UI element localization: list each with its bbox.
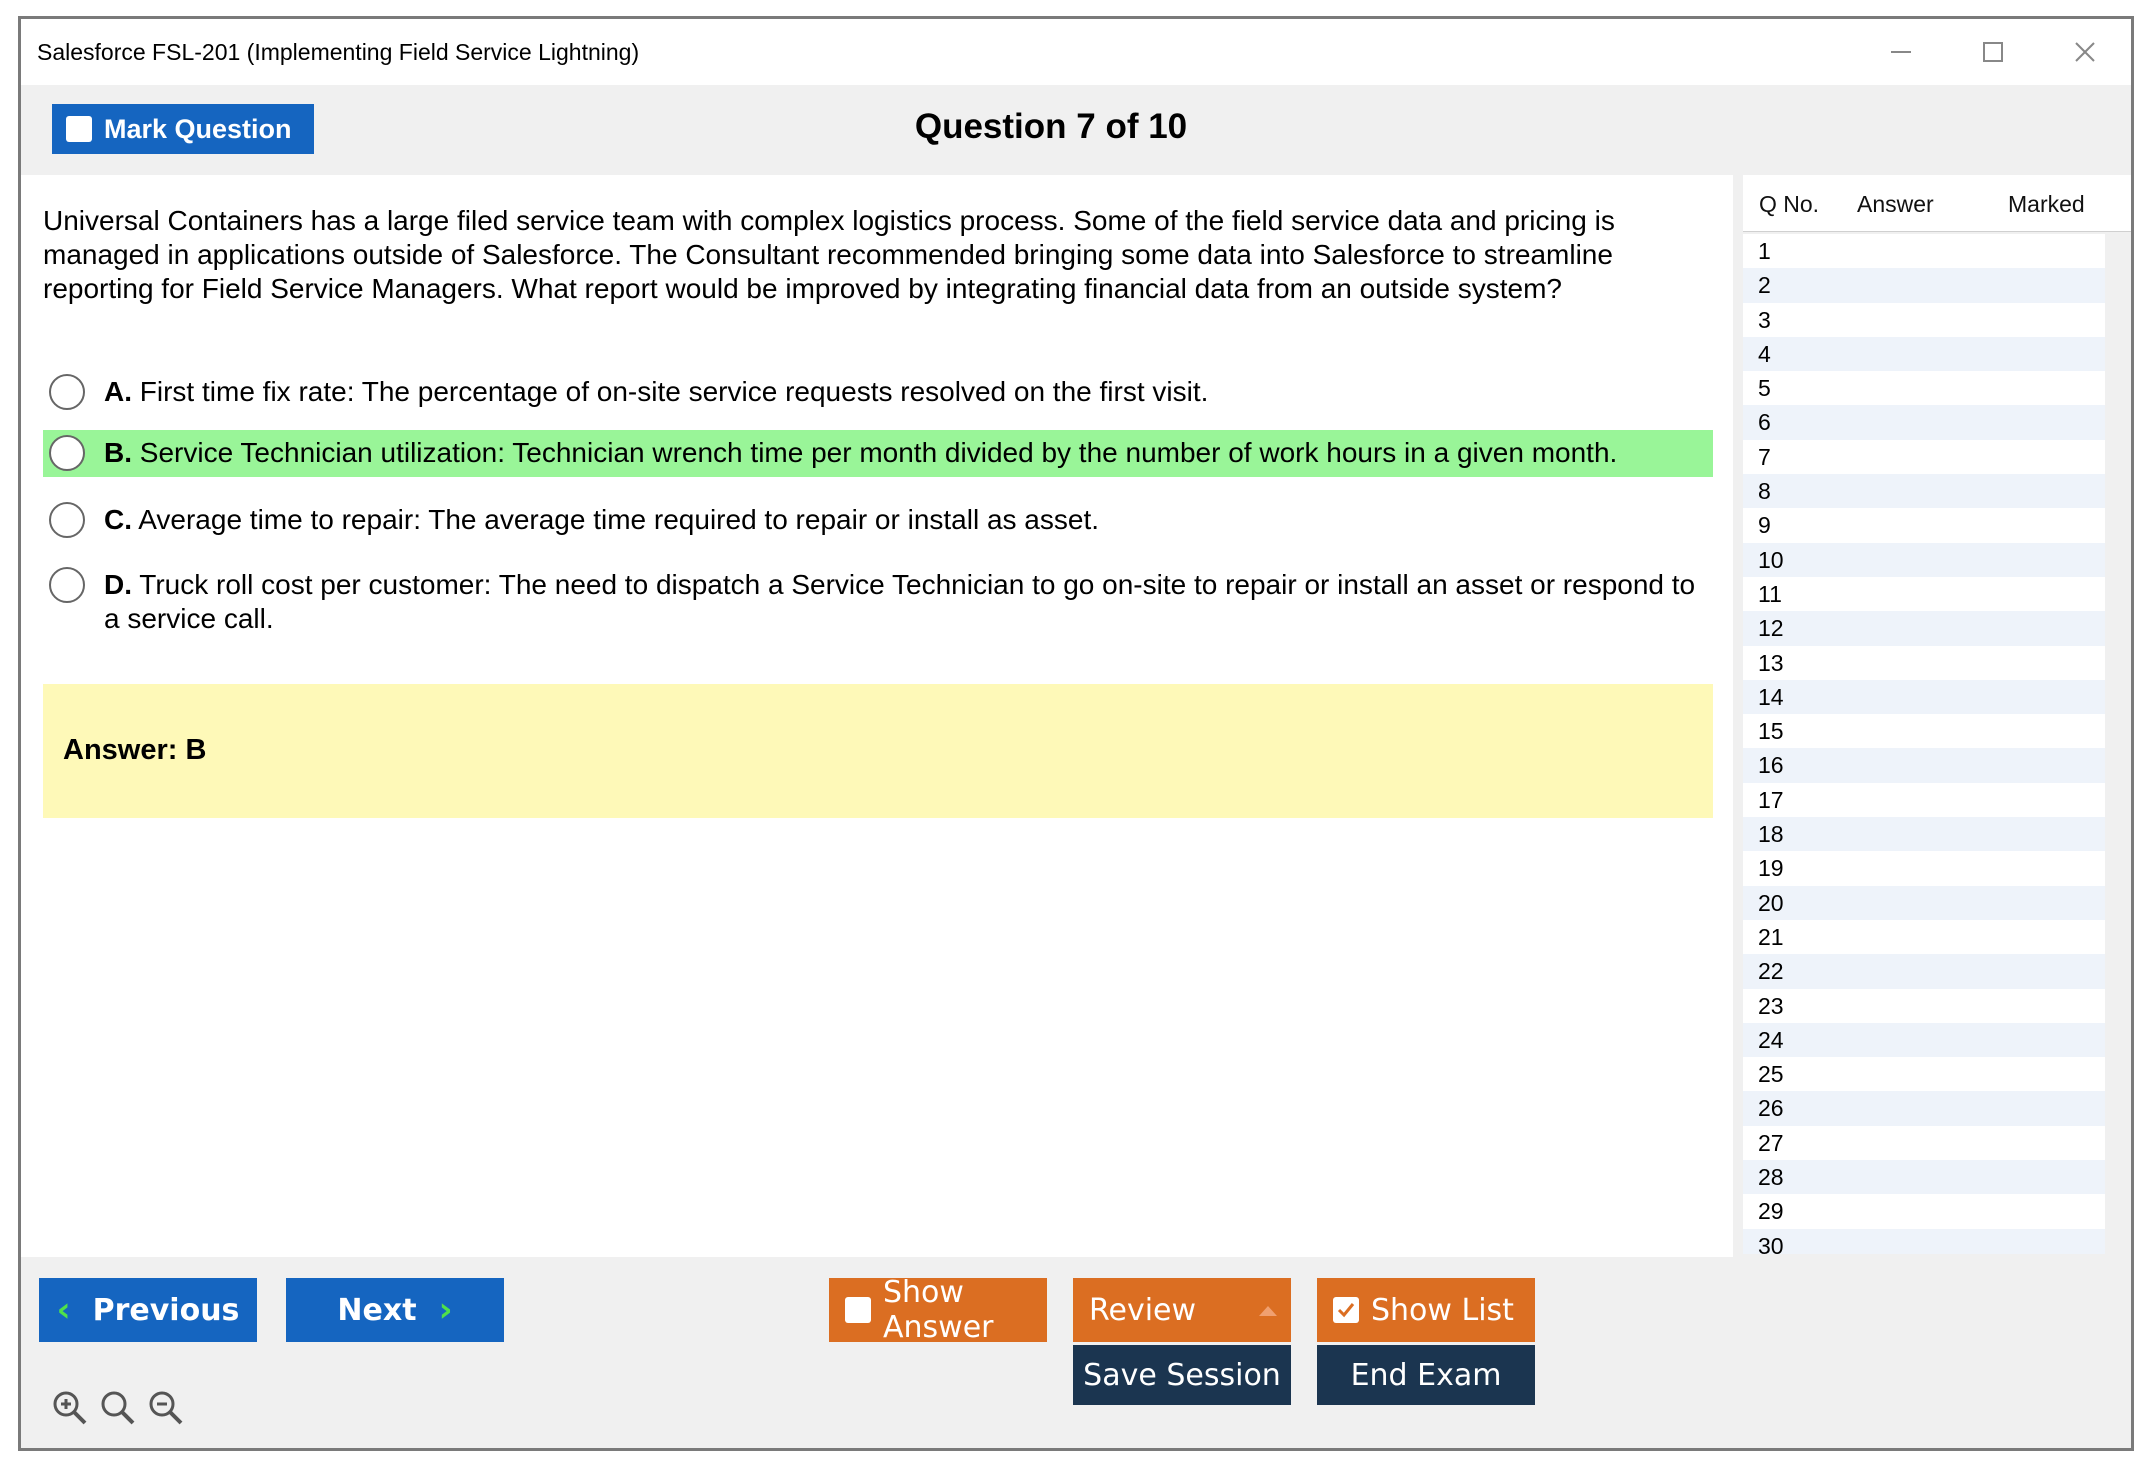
question-list-row[interactable] <box>1743 1126 2105 1160</box>
question-list-row[interactable] <box>1743 1091 2105 1125</box>
show-list-button[interactable] <box>1317 1278 1535 1342</box>
option-c-letter: C. <box>104 504 132 535</box>
option-a-letter: A. <box>104 376 132 407</box>
question-list-row[interactable] <box>1743 1057 2105 1091</box>
question-list-row-number: 17 <box>1758 786 1784 813</box>
question-list-row[interactable] <box>1743 748 2105 782</box>
question-list-row-number: 3 <box>1758 306 1771 333</box>
question-list-row-number: 22 <box>1758 958 1784 985</box>
option-a-text: First time fix rate: The percentage of on-site service requests resolved on the first visit. <box>139 376 1209 407</box>
option-b-letter: B. <box>104 437 132 468</box>
question-text: Universal Containers has a large filed service team with complex logistics process. Some of the field service data and pricing is managed in applications outside of Salesforce. The Consultant recommended bringing some data into Salesforce to streamline reporting for Field Service Managers. What report would be improved by integrating financial data from an outside system? <box>43 205 1615 304</box>
zoom-out-icon[interactable] <box>147 1389 185 1427</box>
question-list-row[interactable] <box>1743 543 2105 577</box>
caret-up-icon <box>1259 1304 1277 1316</box>
end-exam-button[interactable] <box>1317 1345 1535 1405</box>
option-a[interactable] <box>43 371 1713 414</box>
question-list-row[interactable] <box>1743 1229 2105 1254</box>
question-list-row-number: 25 <box>1758 1061 1784 1088</box>
question-list-row-number: 12 <box>1758 615 1784 642</box>
zoom-controls <box>51 1389 185 1427</box>
question-list-row[interactable] <box>1743 268 2105 302</box>
minimize-button[interactable] <box>1855 19 1947 85</box>
column-header-qno: Q No. <box>1759 191 1820 217</box>
question-list-row-number: 26 <box>1758 1095 1784 1122</box>
question-list-row-number: 20 <box>1758 889 1784 916</box>
question-list-row-number: 18 <box>1758 821 1784 848</box>
option-d-text: Truck roll cost per customer: The need to dispatch a Service Technician to go on-site to repair or install an asset or respond to a service call. <box>104 569 1696 634</box>
question-list-row[interactable] <box>1743 989 2105 1023</box>
question-list-row[interactable] <box>1743 1023 2105 1057</box>
question-list-row-number: 21 <box>1758 923 1784 950</box>
question-list-row-number: 1 <box>1758 238 1771 264</box>
question-list-row[interactable] <box>1743 783 2105 817</box>
question-list-row-number: 14 <box>1758 683 1784 710</box>
option-d-letter: D. <box>104 569 132 600</box>
question-list-panel <box>1733 175 2134 1257</box>
question-panel <box>21 175 1733 1257</box>
question-header <box>21 85 2131 175</box>
question-list-rows <box>1743 234 2105 1254</box>
question-list-row-number: 2 <box>1758 272 1771 299</box>
show-list-label: Show List <box>1371 1292 1514 1328</box>
question-list-row-number: 10 <box>1758 546 1784 573</box>
question-list-row[interactable] <box>1743 1160 2105 1194</box>
option-b[interactable] <box>43 430 1713 477</box>
question-list-row[interactable] <box>1743 405 2105 439</box>
bottom-toolbar <box>21 1257 2131 1451</box>
checkmark-icon <box>1336 1300 1356 1320</box>
question-list-row-number: 7 <box>1758 443 1771 470</box>
question-list-row-number: 15 <box>1758 718 1784 745</box>
question-list-row[interactable] <box>1743 886 2105 920</box>
option-a-body <box>104 375 1704 409</box>
question-list-row-number: 30 <box>1758 1232 1784 1254</box>
question-list-row[interactable] <box>1743 954 2105 988</box>
question-list-row-number: 9 <box>1758 512 1771 539</box>
option-b-body <box>104 436 1704 470</box>
zoom-reset-icon[interactable] <box>99 1389 137 1427</box>
option-c-body <box>104 503 1704 537</box>
mark-question-label: Mark Question <box>104 113 292 144</box>
question-list-row[interactable] <box>1743 337 2105 371</box>
question-list-row-number: 24 <box>1758 1026 1784 1053</box>
next-label: Next <box>337 1292 417 1328</box>
question-list-row[interactable] <box>1743 611 2105 645</box>
answer-text: Answer: B <box>63 734 207 766</box>
option-d-body <box>104 568 1704 636</box>
question-list-row[interactable] <box>1743 851 2105 885</box>
question-list-row[interactable] <box>1743 234 2105 268</box>
zoom-in-icon[interactable] <box>51 1389 89 1427</box>
column-header-answer: Answer <box>1857 191 1934 217</box>
option-c-text: Average time to repair: The average time required to repair or install as asset. <box>138 504 1100 535</box>
question-list-row-number: 4 <box>1758 340 1771 367</box>
review-label: Review <box>1089 1292 1197 1328</box>
option-c[interactable] <box>43 499 1713 542</box>
previous-label: Previous <box>92 1292 240 1328</box>
save-session-label: Save Session <box>1083 1357 1281 1393</box>
title-bar <box>21 19 2131 85</box>
option-a-radio[interactable] <box>49 374 85 410</box>
maximize-button[interactable] <box>1947 19 2039 85</box>
option-c-radio[interactable] <box>49 502 85 538</box>
column-header-marked: Marked <box>2008 191 2085 217</box>
show-list-checkbox-icon <box>1333 1297 1359 1323</box>
review-button[interactable] <box>1073 1278 1291 1342</box>
question-list-row-number: 16 <box>1758 752 1784 779</box>
question-list-row[interactable] <box>1743 440 2105 474</box>
question-list-row[interactable] <box>1743 577 2105 611</box>
show-answer-checkbox-icon <box>845 1297 871 1323</box>
question-list-row-number: 8 <box>1758 478 1771 505</box>
question-list-row-number: 23 <box>1758 992 1784 1019</box>
question-list-row-number: 28 <box>1758 1164 1784 1191</box>
chevron-left-icon: ‹ <box>56 1290 71 1330</box>
show-answer-button[interactable] <box>829 1275 1047 1345</box>
save-session-button[interactable] <box>1073 1345 1291 1405</box>
chevron-right-icon: › <box>438 1290 453 1330</box>
option-d[interactable] <box>43 564 1713 640</box>
minimize-icon <box>1889 40 1913 64</box>
question-list-row[interactable] <box>1743 646 2105 680</box>
close-icon <box>2073 40 2097 64</box>
question-list-row[interactable] <box>1743 508 2105 542</box>
question-list-row-number: 6 <box>1758 409 1771 436</box>
option-d-radio[interactable] <box>49 567 85 603</box>
show-answer-label: Show Answer <box>883 1275 994 1345</box>
next-button[interactable] <box>286 1278 504 1342</box>
question-list-row-number: 5 <box>1758 375 1771 402</box>
question-list-row-number: 13 <box>1758 649 1784 676</box>
end-exam-label: End Exam <box>1350 1357 1502 1393</box>
close-button[interactable] <box>2039 19 2131 85</box>
question-list-row[interactable] <box>1743 1194 2105 1228</box>
answer-box <box>43 684 1713 818</box>
question-list-row[interactable] <box>1743 920 2105 954</box>
window-controls <box>1855 19 2131 85</box>
previous-button[interactable] <box>39 1278 257 1342</box>
question-number-title: Question 7 of 10 <box>914 107 1188 146</box>
question-list-row[interactable] <box>1743 371 2105 405</box>
question-list-row-number: 29 <box>1758 1198 1784 1225</box>
window-title: Salesforce FSL-201 (Implementing Field Service Lightning) <box>37 38 640 65</box>
question-list-header <box>1743 175 2133 232</box>
option-b-text: Service Technician utilization: Technician wrench time per month divided by the number of work hours in a given month. <box>139 437 1618 468</box>
app-window <box>18 16 2134 1451</box>
question-list-row-number: 11 <box>1758 580 1782 607</box>
question-list-row-number: 19 <box>1758 855 1784 882</box>
maximize-icon <box>1981 40 2005 64</box>
question-list-row-number: 27 <box>1758 1129 1784 1156</box>
option-b-radio[interactable] <box>49 435 85 471</box>
question-list-row[interactable] <box>1743 680 2105 714</box>
question-list-row[interactable] <box>1743 303 2105 337</box>
question-list-row[interactable] <box>1743 714 2105 748</box>
question-list-row[interactable] <box>1743 817 2105 851</box>
question-list-row[interactable] <box>1743 474 2105 508</box>
